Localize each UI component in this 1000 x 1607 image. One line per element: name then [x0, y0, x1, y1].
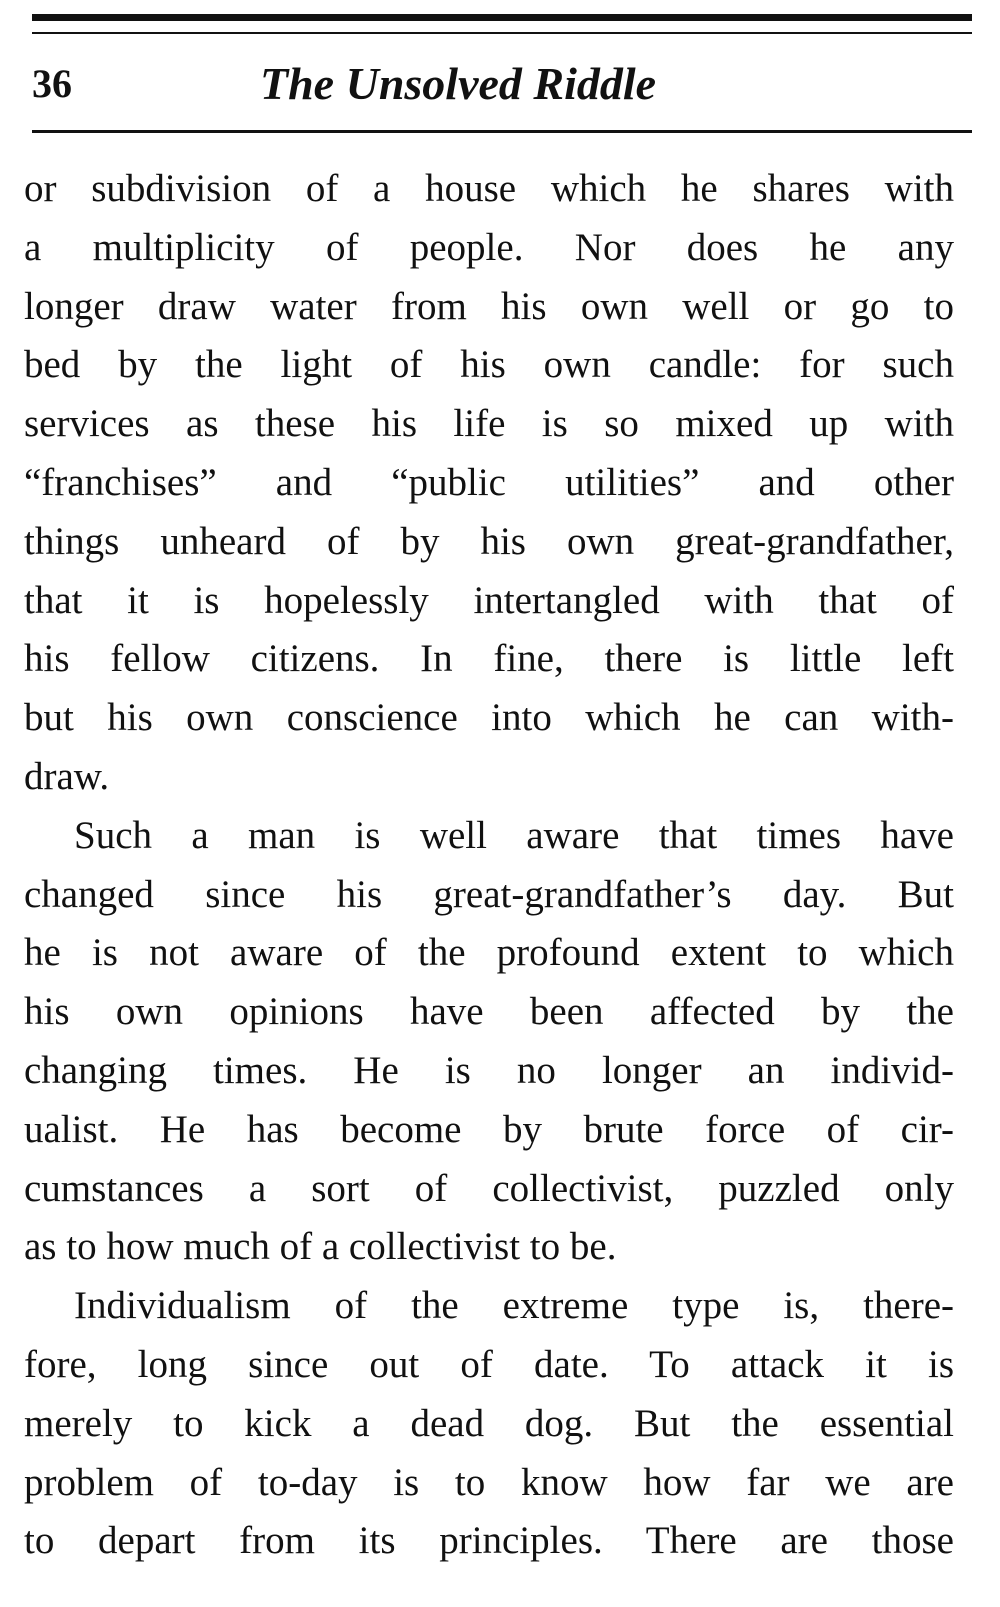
- header-rule: [32, 130, 972, 133]
- text-line: a multiplicity of people. Nor does he any: [24, 225, 954, 269]
- text-line: merely to kick a dead dog. But the essential: [24, 1401, 954, 1445]
- text-line: draw.: [24, 754, 110, 798]
- text-line: to depart from its principles. There are those: [24, 1519, 954, 1563]
- text-line: things unheard of by his own great-grandfather,: [24, 519, 954, 563]
- text-line: that it is hopelessly intertangled with that of: [24, 578, 954, 622]
- text-line: changed since his great-grandfather’s day. But: [24, 872, 954, 916]
- text-line: problem of to-day is to know how far we are: [24, 1460, 954, 1504]
- text-line: “franchises” and “public utilities” and other: [24, 460, 954, 504]
- text-line: Such a man is well aware that times have: [74, 813, 954, 857]
- paragraph-2: [24, 807, 954, 1277]
- text-line: cumstances a sort of collectivist, puzzled only: [24, 1166, 954, 1210]
- paragraph-3: [24, 1277, 954, 1571]
- running-head: [32, 52, 972, 116]
- top-rule-thick: [32, 14, 972, 21]
- text-line: his fellow citizens. In fine, there is little left: [24, 637, 954, 681]
- text-line: Individualism of the extreme type is, there-: [74, 1284, 954, 1328]
- text-line: ualist. He has become by brute force of cir-: [24, 1107, 954, 1151]
- text-line: fore, long since out of date. To attack it is: [24, 1342, 954, 1386]
- running-title: The Unsolved Riddle: [260, 58, 657, 109]
- text-line: he is not aware of the profound extent to which: [24, 931, 954, 975]
- text-line: bed by the light of his own candle: for such: [24, 343, 954, 387]
- text-line: but his own conscience into which he can with-: [24, 696, 954, 740]
- paragraph-1: [24, 160, 954, 807]
- top-rule-thin: [32, 32, 972, 34]
- text-line: his own opinions have been affected by the: [24, 990, 954, 1034]
- text-line: as to how much of a collectivist to be.: [24, 1225, 617, 1269]
- page-number: 36: [32, 61, 72, 106]
- text-line: longer draw water from his own well or go to: [24, 284, 954, 328]
- text-line: or subdivision of a house which he shares with: [24, 167, 954, 210]
- body-text: [24, 160, 954, 1571]
- text-line: changing times. He is no longer an individ-: [24, 1048, 954, 1092]
- text-line: services as these his life is so mixed up with: [24, 402, 954, 446]
